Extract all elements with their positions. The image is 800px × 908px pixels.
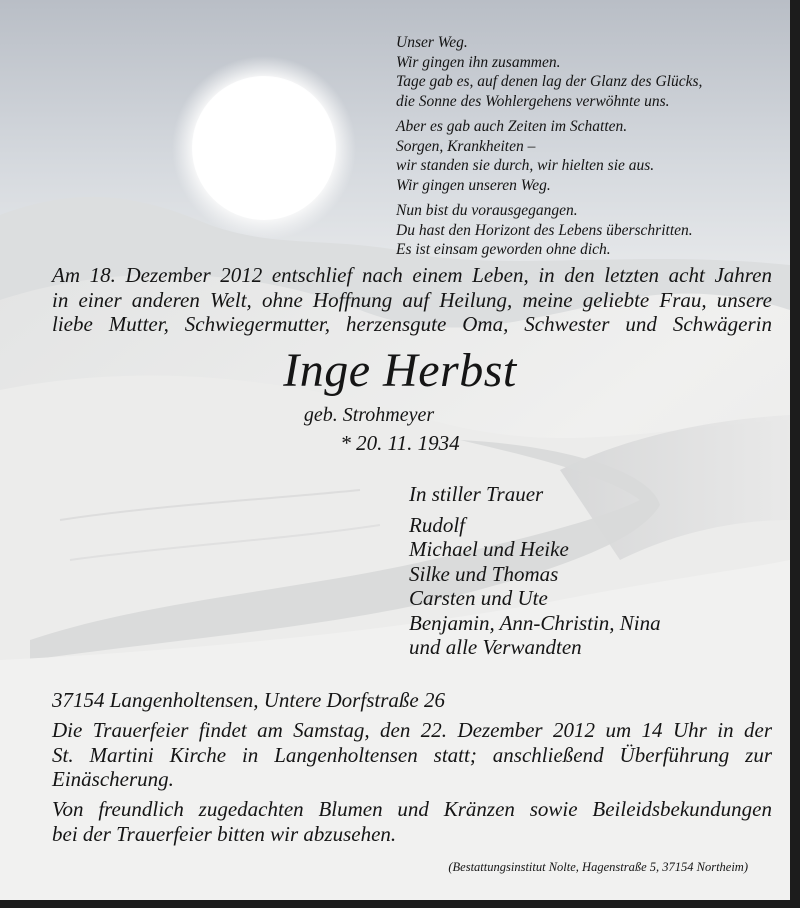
poem-line: Du hast den Horizont des Lebens überschritten. [396, 221, 693, 239]
flowers-line: Von freundlich zugedachten Blumen und Kränzen sowie Beileidsbekundungen [52, 797, 772, 821]
poem-line: Wir gingen unseren Weg. [396, 176, 551, 194]
deceased-name: Inge Herbst [283, 344, 517, 397]
family-address: 37154 Langenholtensen, Untere Dorfstraße 26 [52, 688, 445, 712]
poem-line: Sorgen, Krankheiten – [396, 137, 536, 155]
mourner-name: Benjamin, Ann-Christin, Nina [409, 610, 661, 635]
mourner-name: Carsten und Ute [409, 586, 548, 610]
announcement-line: Am 18. Dezember 2012 entschlief nach einem Leben, in den letzten acht Jahren [52, 263, 772, 287]
announcement-line: in einer anderen Welt, ohne Hoffnung auf Heilung, meine geliebte Frau, unsere [52, 287, 772, 312]
mourning-lead: In stiller Trauer [409, 482, 544, 506]
mourner-name: und alle Verwandten [409, 635, 582, 659]
funeral-home-credit: (Bestattungsinstitut Nolte, Hagenstraße 5, 37154 Northeim) [448, 860, 748, 874]
mourner-name: Rudolf [409, 512, 465, 537]
funeral-service-info [52, 718, 772, 792]
poem-line: Es ist einsam geworden ohne dich. [396, 241, 611, 258]
poem-stanza [396, 33, 776, 111]
poem-stanza [396, 201, 776, 260]
poem-line: wir standen sie durch, wir hielten sie aus. [396, 157, 655, 174]
poem-line: Aber es gab auch Zeiten im Schatten. [396, 118, 628, 135]
maiden-name: geb. Strohmeyer [303, 404, 435, 426]
poem-line: Nun bist du vorausgegangen. [396, 202, 578, 219]
service-line: St. Martini Kirche in Langenholtensen statt; anschließend Überführung zur [52, 742, 772, 767]
flowers-line: bei der Trauerfeier bitten wir abzusehen. [52, 821, 397, 846]
poem [396, 33, 776, 266]
poem-stanza [396, 117, 776, 195]
mourners-list [409, 482, 769, 660]
poem-line: die Sonne des Wohlergehens verwöhnte uns. [396, 92, 670, 110]
death-announcement [52, 263, 772, 337]
announcement-line: liebe Mutter, Schwiegermutter, herzensgute Oma, Schwester und Schwägerin [52, 312, 772, 336]
flowers-notice [52, 797, 772, 846]
mourner-name: Michael und Heike [409, 537, 569, 561]
mourner-name: Silke und Thomas [409, 561, 559, 586]
poem-line: Tage gab es, auf denen lag der Glanz des Glücks, [396, 73, 703, 90]
poem-line: Wir gingen ihn zusammen. [396, 53, 561, 71]
service-line: Die Trauerfeier findet am Samstag, den 22. Dezember 2012 um 14 Uhr in der [52, 718, 772, 742]
birth-date: * 20. 11. 1934 [340, 431, 460, 455]
service-line: Einäscherung. [52, 767, 174, 791]
poem-line: Unser Weg. [396, 34, 468, 51]
